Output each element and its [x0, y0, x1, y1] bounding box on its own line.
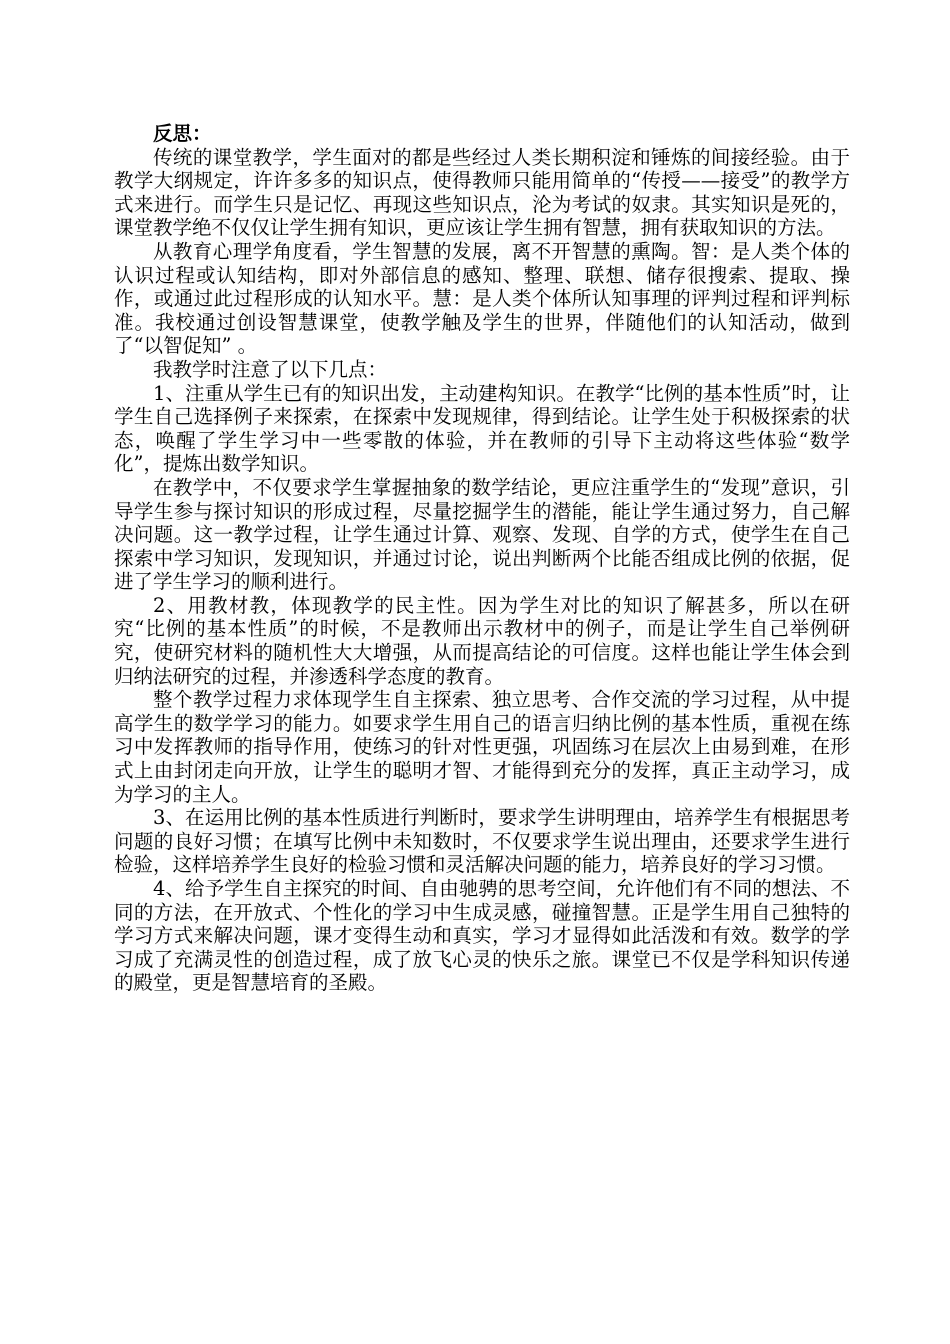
- paragraph-4: 1、注重从学生已有的知识出发，主动建构知识。在教学“比例的基本性质”时，让学生自己选择例子来探索，在探索中发现规律，得到结论。让学生处于积极探索的状态，唤醒了学生学习中一些零散的体验，并在教师的引导下主动将这些体验“数学化”，提炼出数学知识。: [114, 381, 850, 476]
- paragraph-3: 我教学时注意了以下几点：: [153, 357, 388, 381]
- paragraph-9: 4、给予学生自主探究的时间、自由驰骋的思考空间，允许他们有不同的想法、不同的方法，在开放式、个性化的学习中生成灵感，碰撞智慧。正是学生用自己独特的学习方式来解决问题，课才变得生动和真实，学习才显得如此活泼和有效。数学的学习成了充满灵性的创造过程，成了放飞心灵的快乐之旅。课堂已不仅是学科知识传递的殿堂，更是智慧培育的圣殿。: [114, 877, 850, 995]
- paragraph-6: 2、用教材教，体现教学的民主性。因为学生对比的知识了解甚多，所以在研究“比例的基本性质”的时候，不是教师出示教材中的例子，而是让学生自己举例研究，使研究材料的随机性大大增强，从而提高结论的可信度。这样也能让学生体会到归纳法研究的过程，并渗透科学态度的教育。: [114, 593, 850, 688]
- paragraph-8: 3、在运用比例的基本性质进行判断时，要求学生讲明理由，培养学生有根据思考问题的良好习惯；在填写比例中未知数时，不仅要求学生说出理由，还要求学生进行检验，这样培养学生良好的检验习惯和灵活解决问题的能力，培养良好的学习习惯。: [114, 806, 850, 877]
- section-heading: 反思：: [153, 122, 212, 145]
- paragraph-2: 从教育心理学角度看，学生智慧的发展，离不开智慧的熏陶。智：是人类个体的认识过程或认知结构，即对外部信息的感知、整理、联想、储存很搜索、提取、操作，或通过此过程形成的认知水平。慧：是人类个体所认知事理的评判过程和评判标准。我校通过创设智慧课堂，使教学触及学生的世界，伴随他们的认知活动，做到了“以智促知” 。: [114, 239, 850, 358]
- paragraph-5: 在教学中，不仅要求学生掌握抽象的数学结论，更应注重学生的“发现”意识，引导学生参与探讨知识的形成过程，尽量挖掘学生的潜能，能让学生通过努力，自己解决问题。这一教学过程，让学生通过计算、观察、发现、自学的方式，使学生在自己探索中学习知识，发现知识，并通过讨论，说出判断两个比能否组成比例的依据，促进了学生学习的顺利进行。: [114, 475, 850, 594]
- document-body: [114, 122, 850, 995]
- paragraph-7: 整个教学过程力求体现学生自主探索、独立思考、合作交流的学习过程，从中提高学生的数学学习的能力。如要求学生用自己的语言归纳比例的基本性质，重视在练习中发挥教师的指导作用，使练习的针对性更强，巩固练习在层次上由易到难，在形式上由封闭走向开放，让学生的聪明才智、才能得到充分的发挥，真正主动学习，成为学习的主人。: [114, 688, 850, 806]
- paragraph-1: 传统的课堂教学，学生面对的都是些经过人类长期积淀和锤炼的间接经验。由于教学大纲规定，许许多多的知识点，使得教师只能用简单的“传授——接受”的教学方式来进行。而学生只是记忆、再现这些知识点，沦为考试的奴隶。其实知识是死的，课堂教学绝不仅仅让学生拥有知识，更应该让学生拥有智慧，拥有获取知识的方法。: [114, 145, 850, 240]
